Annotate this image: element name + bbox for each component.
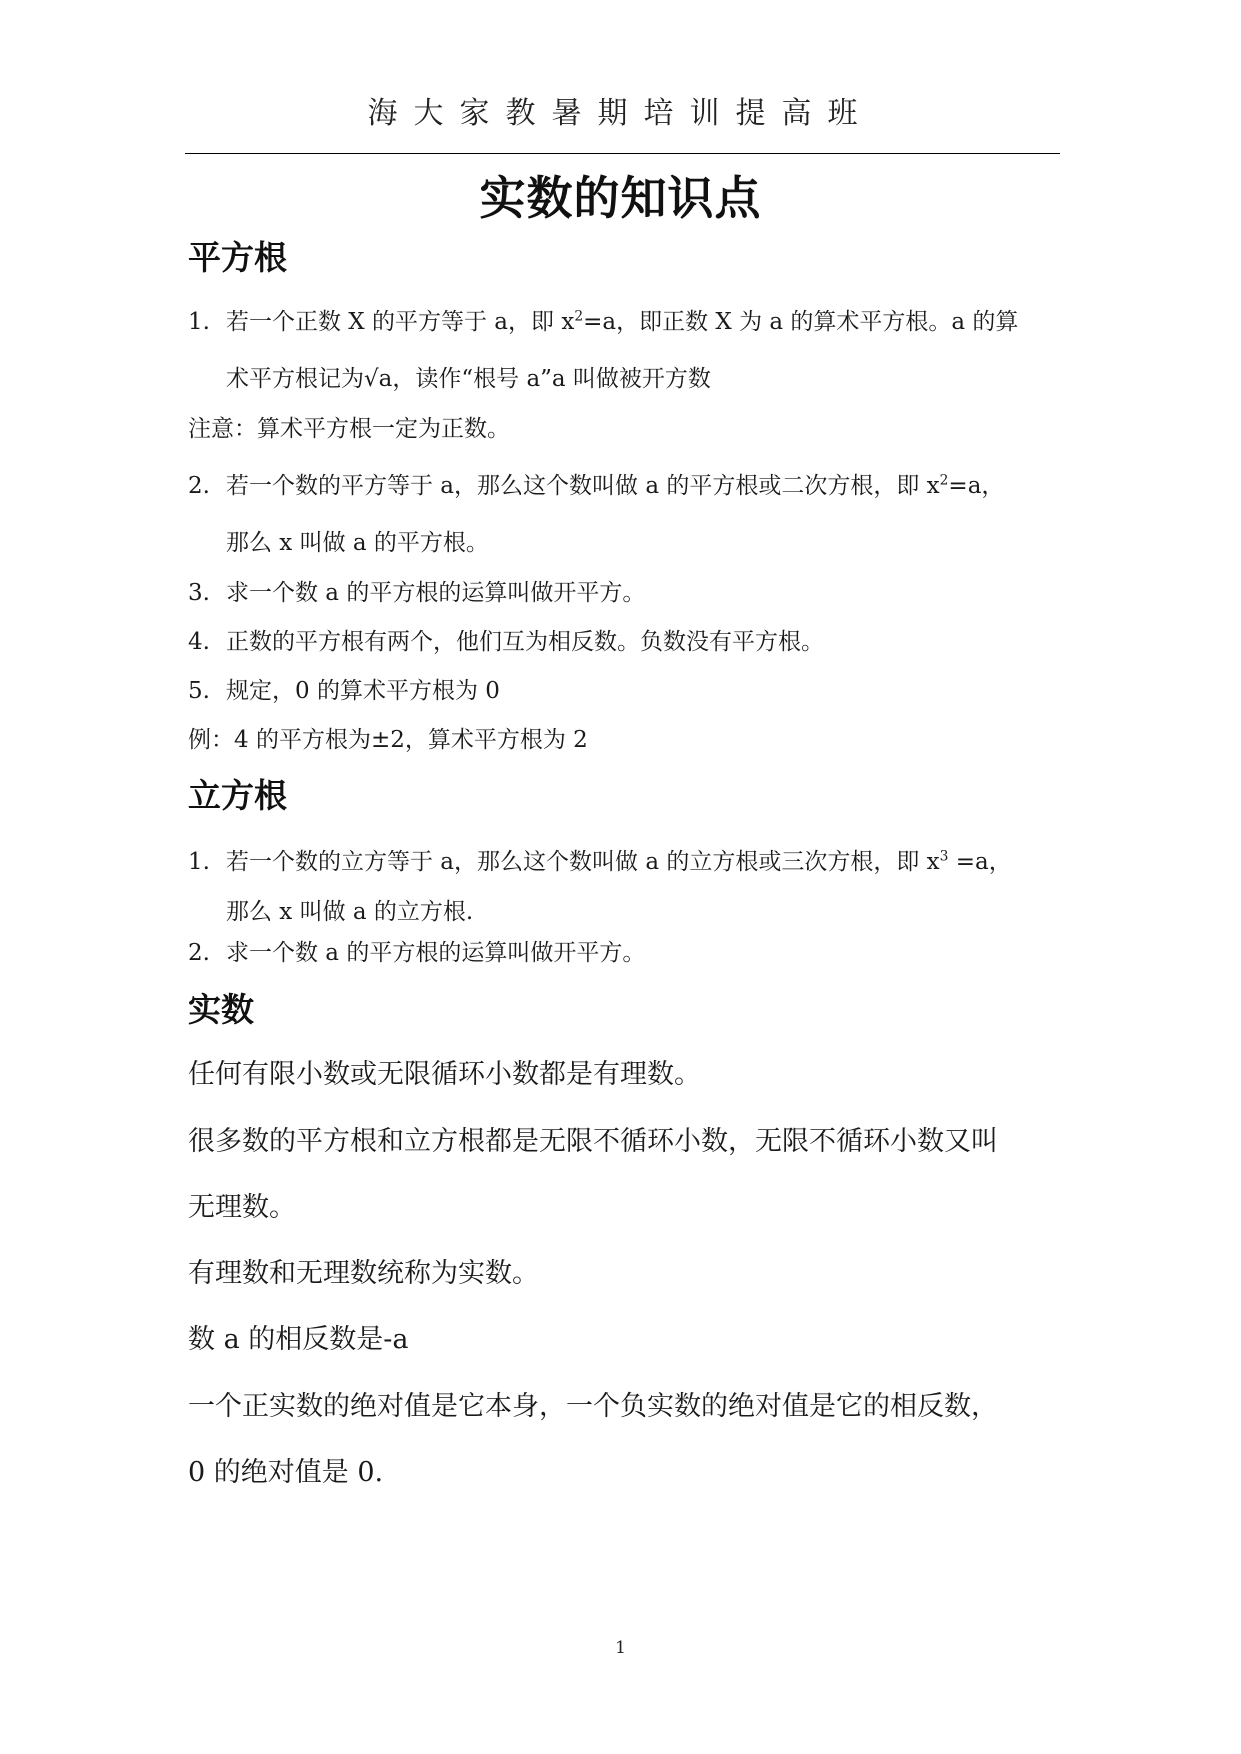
item-number: 5. xyxy=(188,678,210,704)
item-text: =a， xyxy=(948,849,1012,875)
section-heading-square-root: 平方根 xyxy=(188,238,287,277)
square-root-item-1-cont: 术平方根记为√a，读作“根号 a”a 叫做被开方数 xyxy=(226,366,711,392)
paragraph: 一个正实数的绝对值是它本身，一个负实数的绝对值是它的相反数， xyxy=(188,1391,998,1422)
paragraph-cont: 0 的绝对值是 0. xyxy=(188,1457,384,1488)
example: 例：4 的平方根为±2，算术平方根为 2 xyxy=(188,727,588,753)
section-heading-cube-root: 立方根 xyxy=(188,776,287,815)
item-number: 2. xyxy=(188,473,210,499)
document-title: 实数的知识点 xyxy=(479,171,762,225)
item-text: =a， xyxy=(948,473,1005,499)
item-number: 3. xyxy=(188,580,210,606)
item-number: 1. xyxy=(188,309,210,335)
item-text: 求一个数 a 的平方根的运算叫做开平方。 xyxy=(226,580,646,606)
superscript: 3 xyxy=(939,848,949,865)
square-root-item-3 xyxy=(188,574,645,607)
page-header: 海大家教暑期培训提高班 xyxy=(367,96,874,131)
superscript: 2 xyxy=(939,472,949,489)
item-text: 若一个正数 X 的平方等于 a，即 x xyxy=(226,309,575,335)
item-number: 4. xyxy=(188,629,210,655)
header-rule xyxy=(185,153,1060,154)
cube-root-item-1-cont: 那么 x 叫做 a 的立方根. xyxy=(226,899,474,925)
item-number: 2. xyxy=(188,940,210,966)
paragraph: 数 a 的相反数是-a xyxy=(188,1324,409,1355)
cube-root-item-1 xyxy=(188,843,1012,876)
paragraph: 有理数和无理数统称为实数。 xyxy=(188,1258,539,1289)
paragraph: 很多数的平方根和立方根都是无限不循环小数，无限不循环小数又叫 xyxy=(188,1126,998,1157)
section-heading-real-numbers: 实数 xyxy=(188,990,254,1029)
square-root-item-1 xyxy=(188,303,1018,336)
paragraph-cont: 无理数。 xyxy=(188,1192,296,1223)
note: 注意：算术平方根一定为正数。 xyxy=(188,416,510,442)
item-text: =a，即正数 X 为 a 的算术平方根。a 的算 xyxy=(583,309,1019,335)
paragraph: 任何有限小数或无限循环小数都是有理数。 xyxy=(188,1059,701,1090)
item-text: 规定，0 的算术平方根为 0 xyxy=(226,678,500,704)
item-text: 若一个数的平方等于 a，那么这个数叫做 a 的平方根或二次方根，即 x xyxy=(226,473,940,499)
superscript: 2 xyxy=(574,308,584,325)
square-root-item-2-cont: 那么 x 叫做 a 的平方根。 xyxy=(226,530,489,556)
item-text: 求一个数 a 的平方根的运算叫做开平方。 xyxy=(226,940,646,966)
item-number: 1. xyxy=(188,849,210,875)
page-number: 1 xyxy=(615,1638,626,1658)
cube-root-item-2 xyxy=(188,934,645,967)
square-root-item-5 xyxy=(188,672,500,705)
item-text: 若一个数的立方等于 a，那么这个数叫做 a 的立方根或三次方根，即 x xyxy=(226,849,940,875)
square-root-item-4 xyxy=(188,623,824,656)
square-root-item-2 xyxy=(188,467,1004,500)
item-text: 正数的平方根有两个，他们互为相反数。负数没有平方根。 xyxy=(226,629,824,655)
